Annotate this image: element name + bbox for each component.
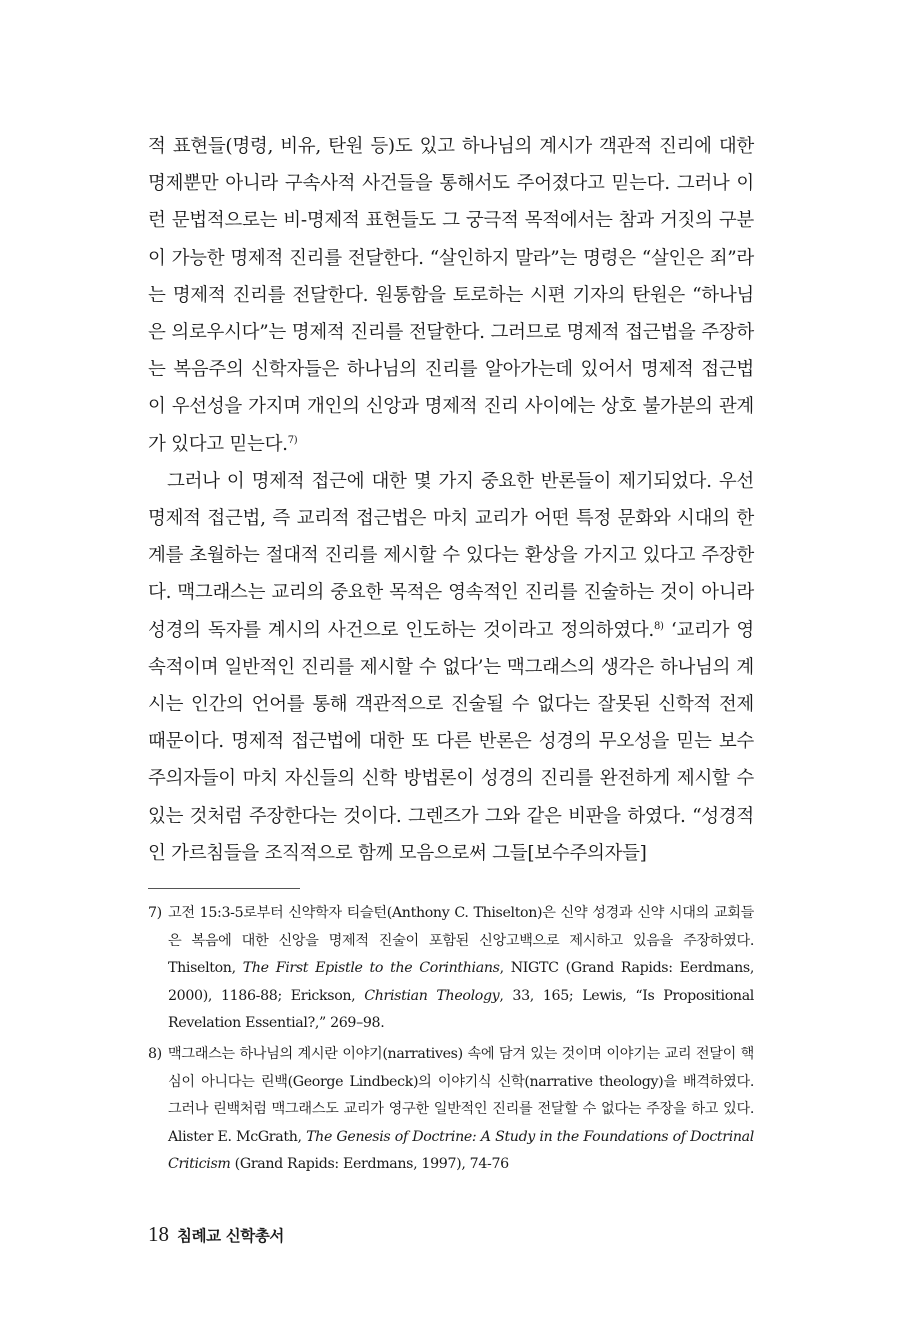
footnote-text: , NIGTC (Grand Rapids: Eerdmans, 2000), 1186-88; Erickson, (168, 960, 754, 1004)
book-title: The Genesis of Doctrine: A Study in the Foundations of Doctrinal Criticism (168, 1128, 754, 1173)
book-title: The First Epistle to the Corinthians (242, 960, 500, 977)
page-number: 18 (148, 1222, 169, 1246)
footnote-ref-7: 7) (287, 434, 298, 446)
paragraph-2-text-a: 그러나 이 명제적 접근에 대한 몇 가지 중요한 반론들이 제기되었다. 우선 명제적 접근법, 즉 교리적 접근법은 마치 교리가 어떤 특정 문화와 시대의 한계를 초월하는 절대적 진리를 제시할 수 있다는 환상을 가지고 있다고 주장한다. 맥그래스는 교리의 중요한 목적은 영속적인 진리를 진술하는 것이 아니라 성경의 독자를 계시의 사건으로 인도하는 것이라고 정의하였다. (148, 470, 754, 641)
footnote-ref-8: 8) (653, 620, 664, 632)
footnote-text: 맥그래스는 하나님의 계시란 이야기(narratives) 속에 담겨 있는 것이며 이야기는 교리 전달이 핵심이 아니다는 린백(George Lindbeck)의 이야기식 신학(narrative theology)을 배격하였다. 그러나 린백처럼 맥그래스도 교리가 영구한 일반적인 진리를 전달할 수 없다는 주장을 하고 있다. Alister E. McGrath, (168, 1045, 754, 1145)
footnote-number: 7) (148, 905, 162, 921)
footnote-body (168, 900, 754, 1038)
footnote-body (168, 1041, 754, 1179)
footnote-divider (148, 888, 300, 889)
footnote-8 (148, 1041, 754, 1179)
series-title: 침례교 신학총서 (177, 1227, 285, 1245)
footnote-number: 8) (148, 1045, 162, 1062)
page-footer (148, 1222, 284, 1252)
paragraph-1 (148, 128, 754, 463)
body-text (148, 128, 754, 872)
footnotes (148, 900, 754, 1182)
footnote-text: 고전 15:3-5로부터 신약학자 티슬턴(Anthony C. Thiselton)은 신약 성경과 신약 시대의 교회들은 복음에 대한 신앙을 명제적 진술이 포함된 신앙고백으로 제시하고 있음을 주장하였다. Thiselton, (168, 905, 754, 977)
paragraph-1-text: 적 표현들(명령, 비유, 탄원 등)도 있고 하나님의 계시가 객관적 진리에 대한 명제뿐만 아니라 구속사적 사건들을 통해서도 주어졌다고 믿는다. 그러나 이런 문법적으로는 비-명제적 표현들도 그 궁극적 목적에서는 참과 거짓의 구분이 가능한 명제적 진리를 전달한다. “살인하지 말라”는 명령은 “살인은 죄”라는 명제적 진리를 전달한다. 원통함을 토로하는 시편 기자의 탄원은 “하나님은 의로우시다”는 명제적 진리를 전달한다. 그러므로 명제적 접근법을 주장하는 복음주의 신학자들은 하나님의 진리를 알아가는데 있어서 명제적 접근법이 우선성을 가지며 개인의 신앙과 명제적 진리 사이에는 상호 불가분의 관계가 있다고 믿는다. (148, 136, 754, 455)
paragraph-2 (148, 463, 754, 872)
footnote-7 (148, 900, 754, 1038)
book-title: Christian Theology (364, 987, 500, 1004)
paragraph-2-text-b: ‘교리가 영속적이며 일반적인 진리를 제시할 수 없다’는 맥그래스의 생각은 하나님의 계시는 인간의 언어를 통해 객관적으로 진술될 수 없다는 잘못된 신학적 전제 때문이다. 명제적 접근법에 대한 또 다른 반론은 성경의 무오성을 믿는 보수주의자들이 마치 자신들의 신학 방법론이 성경의 진리를 완전하게 제시할 수 있는 것처럼 주장한다는 것이다. 그렌즈가 그와 같은 비판을 하였다. “성경적인 가르침들을 조직적으로 함께 모음으로써 그들[보수주의자들] (148, 619, 754, 864)
footnote-text: (Grand Rapids: Eerdmans, 1997), 74-76 (230, 1156, 509, 1173)
footnote-text: , 33, 165; Lewis, “Is Propositional Revelation Essential?,” 269–98. (168, 987, 754, 1032)
